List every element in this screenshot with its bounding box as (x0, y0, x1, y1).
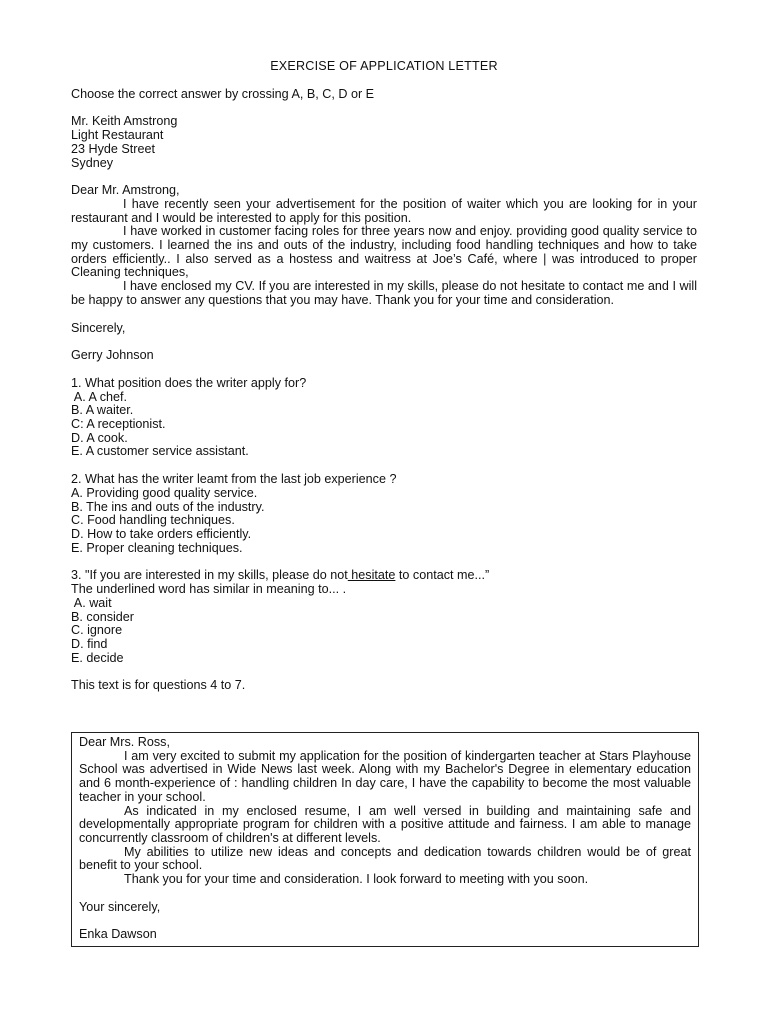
question-1 (71, 377, 697, 459)
answer-option: E. A customer service assistant. (71, 444, 249, 459)
recipient-address (71, 115, 697, 170)
letter-two-box (71, 732, 699, 947)
question-subtext: The underlined word has similar in meaning to... . (71, 582, 347, 597)
underlined-word: hesitate (347, 568, 396, 583)
answer-option: D. find (71, 636, 108, 651)
answer-option: B. A waiter. (71, 403, 134, 418)
answer-option: A. Providing good quality service. (71, 485, 258, 500)
answer-option: E. decide (71, 650, 124, 665)
letter-two-signature: Enka Dawson (79, 927, 157, 942)
address-line: 23 Hyde Street (71, 141, 156, 156)
answer-option: D. How to take orders efficiently. (71, 526, 252, 541)
letter-two-paragraph: I am very excited to submit my application for the position of kindergarten teacher at Stars Playhouse School was advertised in Wide News last week. Along with my Bachelor's Degree in elementary education and 6 month-experience of : handling children In day care, I have the capability to become the most valuable teacher in your school. (79, 748, 691, 804)
question-text (71, 569, 697, 583)
letter-two-closing: Your sincerely, (79, 899, 161, 914)
question-2 (71, 473, 697, 555)
question-text: 1. What position does the writer apply for? (71, 375, 307, 390)
answer-option: A. A chef. (71, 389, 128, 404)
letter-two-salutation: Dear Mrs. Ross, (79, 735, 170, 749)
answer-option: B. consider (71, 609, 134, 624)
question-3 (71, 569, 697, 665)
answer-option: C. Food handling techniques. (71, 513, 235, 528)
question-text-start: 3. "If you are interested in my skills, please do not (71, 568, 348, 583)
answer-option: B. The ins and outs of the industry. (71, 499, 265, 514)
letter-two-paragraph: Thank you for your time and consideration. I look forward to meeting with you soon. (124, 872, 589, 887)
answer-option: E. Proper cleaning techniques. (71, 540, 243, 555)
letter-two-paragraph: My abilities to utilize new ideas and concepts and dedication towards children would be of great benefit to your school. (79, 844, 691, 873)
letter-one-closing: Sincerely, (71, 320, 126, 335)
address-line: Sydney (71, 155, 114, 170)
address-line: Light Restaurant (71, 128, 164, 143)
answer-option: C: A receptionist. (71, 417, 166, 432)
question-text: 2. What has the writer leamt from the last job experience ? (71, 472, 397, 487)
letter-one-paragraph: I have enclosed my CV. If you are interested in my skills, please do not hesitate to contact me and I will be happy to answer any questions that you may have. Thank you for your time and consideration. (71, 279, 697, 307)
letter-one-paragraph: I have worked in customer facing roles for three years now and enjoy. providing good quality service to my customers. I learned the ins and outs of the industry, including food handling techniques and how to take orders efficiently.. I also served as a hostess and waitress at Joe’s Café, where | was introduced to proper Cleaning techniques, (71, 224, 697, 280)
document-title: EXERCISE OF APPLICATION LETTER (270, 59, 498, 73)
question-text-end: to contact me...” (395, 568, 490, 583)
letter-one-body (71, 184, 697, 307)
document-page (71, 60, 697, 693)
answer-option: A. wait (71, 595, 112, 610)
answer-option: C. ignore (71, 623, 123, 638)
instruction: Choose the correct answer by crossing A, B, C, D or E (71, 86, 375, 101)
letter-one-salutation: Dear Mr. Amstrong, (71, 183, 180, 198)
address-line: Mr. Keith Amstrong (71, 114, 178, 129)
letter-one-paragraph: I have recently seen your advertisement for the position of waiter which you are looking for in your restaurant and I would be interested to apply for this position. (71, 196, 697, 225)
letter-two-paragraph: As indicated in my enclosed resume, I am well versed in building and maintaining safe and developmentally appropriate program for children with a positive attitude and fairness. I am able to manage concurrently classroom of children's at different levels. (79, 803, 691, 845)
answer-option: D. A cook. (71, 430, 128, 445)
letter-one-signature: Gerry Johnson (71, 348, 154, 363)
section-note: This text is for questions 4 to 7. (71, 678, 246, 693)
